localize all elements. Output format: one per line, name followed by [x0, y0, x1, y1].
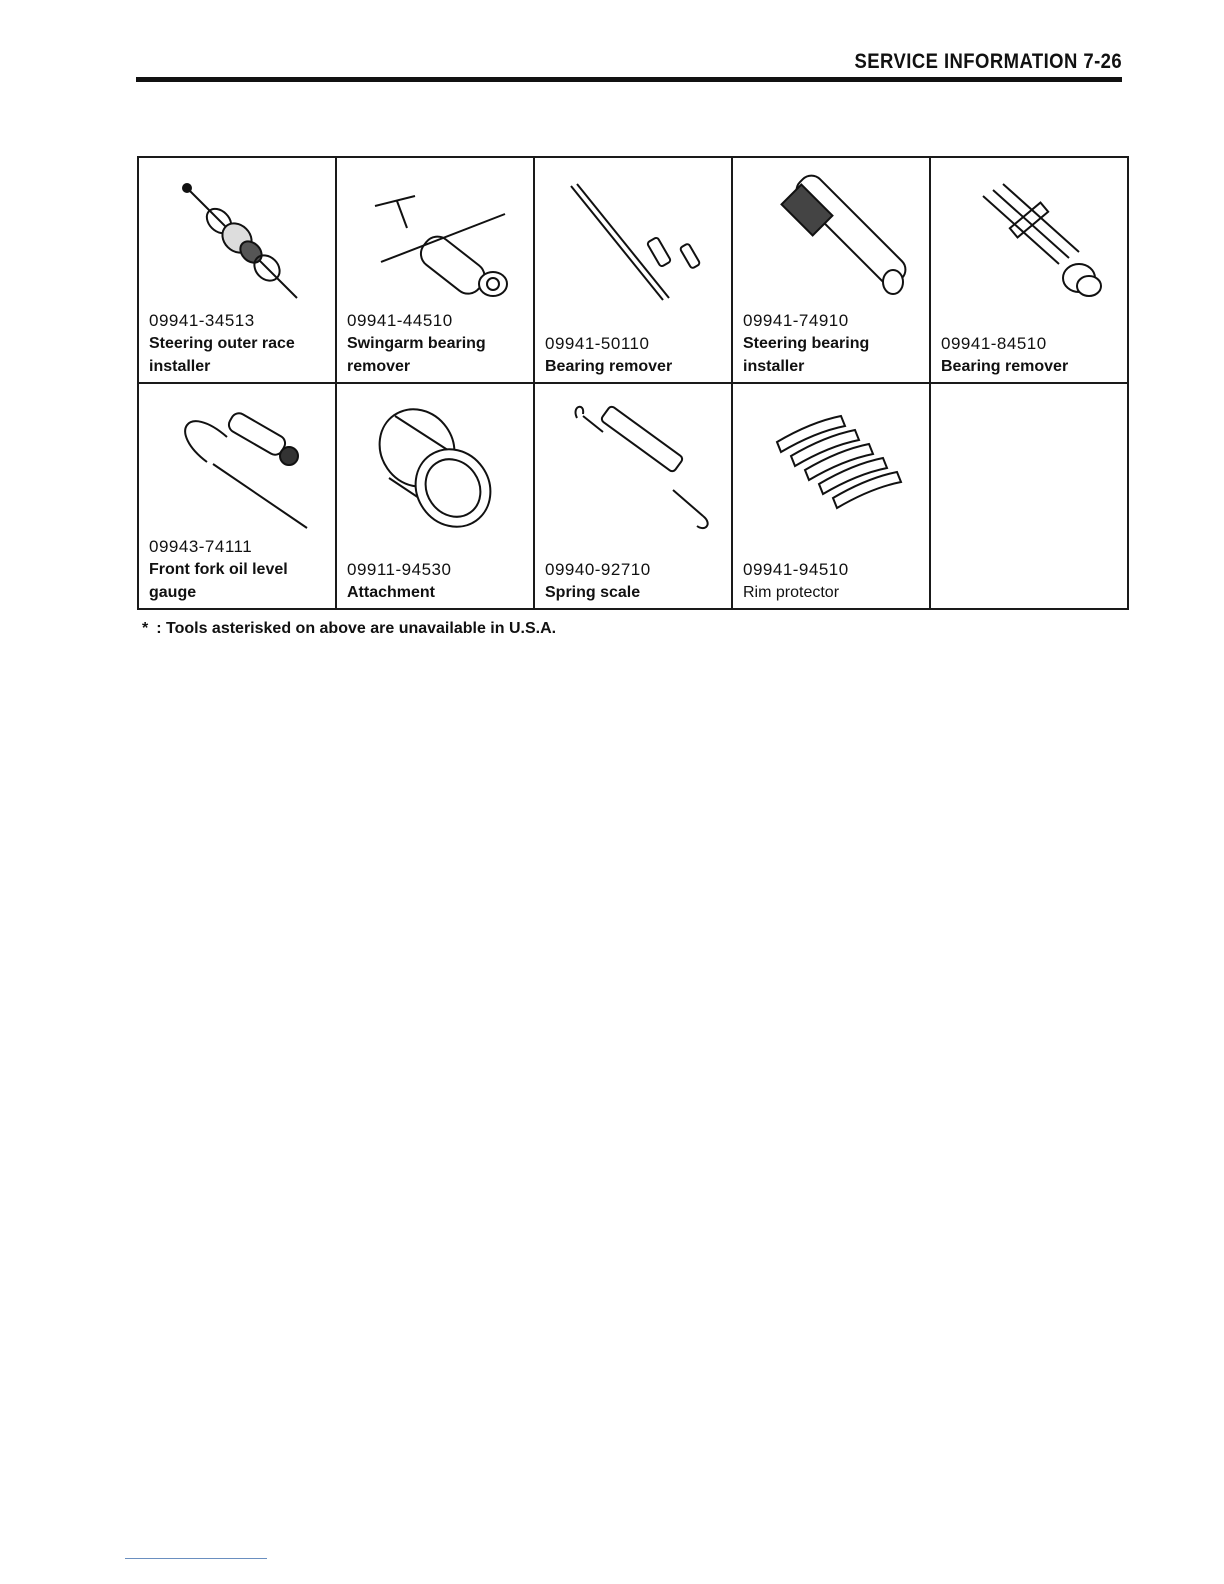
spring-scale-icon — [541, 392, 725, 532]
puller-icon — [937, 166, 1121, 306]
tool-name: Bearing remover — [941, 358, 1069, 375]
tool-name: Steering outer race installer — [149, 335, 295, 375]
rod-remover-icon — [541, 166, 725, 306]
footnote — [142, 620, 556, 638]
part-number: 09941-94510 — [743, 560, 849, 579]
tool-name: Rim protector — [743, 584, 840, 601]
tool-name: Bearing remover — [545, 358, 673, 375]
oil-gauge-icon — [145, 392, 329, 532]
part-number: 09941-74910 — [743, 311, 849, 330]
empty-cell — [930, 383, 1128, 609]
table-row — [138, 383, 1128, 609]
tool-name: Swingarm bearing remover — [347, 335, 486, 375]
page-title: SERVICE INFORMATION 7-26 — [854, 50, 1122, 73]
tube-installer-icon — [739, 166, 923, 306]
header-rule — [136, 77, 1122, 82]
tool-cell — [732, 383, 930, 609]
special-tools-table — [137, 156, 1129, 610]
table-row — [138, 157, 1128, 383]
part-number: 09941-44510 — [347, 311, 453, 330]
tool-cell — [930, 157, 1128, 383]
page-header — [136, 48, 1122, 84]
part-number: 09941-84510 — [941, 334, 1047, 353]
tool-cell — [336, 157, 534, 383]
part-number: 09943-74111 — [149, 537, 253, 556]
tool-cell — [732, 157, 930, 383]
part-number: 09940-92710 — [545, 560, 651, 579]
rim-protector-icon — [739, 392, 923, 532]
footnote-marker: * — [142, 620, 149, 637]
tool-cell — [534, 157, 732, 383]
part-number: 09941-34513 — [149, 311, 255, 330]
tool-cell — [534, 383, 732, 609]
part-number: 09911-94530 — [347, 560, 452, 579]
footnote-text: : Tools asterisked on above are unavailable in U.S.A. — [156, 620, 557, 637]
tool-cell — [138, 157, 336, 383]
bottom-rule — [125, 1558, 267, 1559]
tool-name: Steering bearing installer — [743, 335, 870, 375]
tool-cell — [138, 383, 336, 609]
part-number: 09941-50110 — [545, 334, 650, 353]
race-installer-icon — [145, 166, 329, 306]
tool-name: Front fork oil level gauge — [149, 561, 288, 601]
t-handle-remover-icon — [343, 166, 527, 306]
tool-name: Spring scale — [545, 584, 641, 601]
cylinder-attachment-icon — [343, 392, 527, 532]
tool-name: Attachment — [347, 584, 436, 601]
tool-cell — [336, 383, 534, 609]
